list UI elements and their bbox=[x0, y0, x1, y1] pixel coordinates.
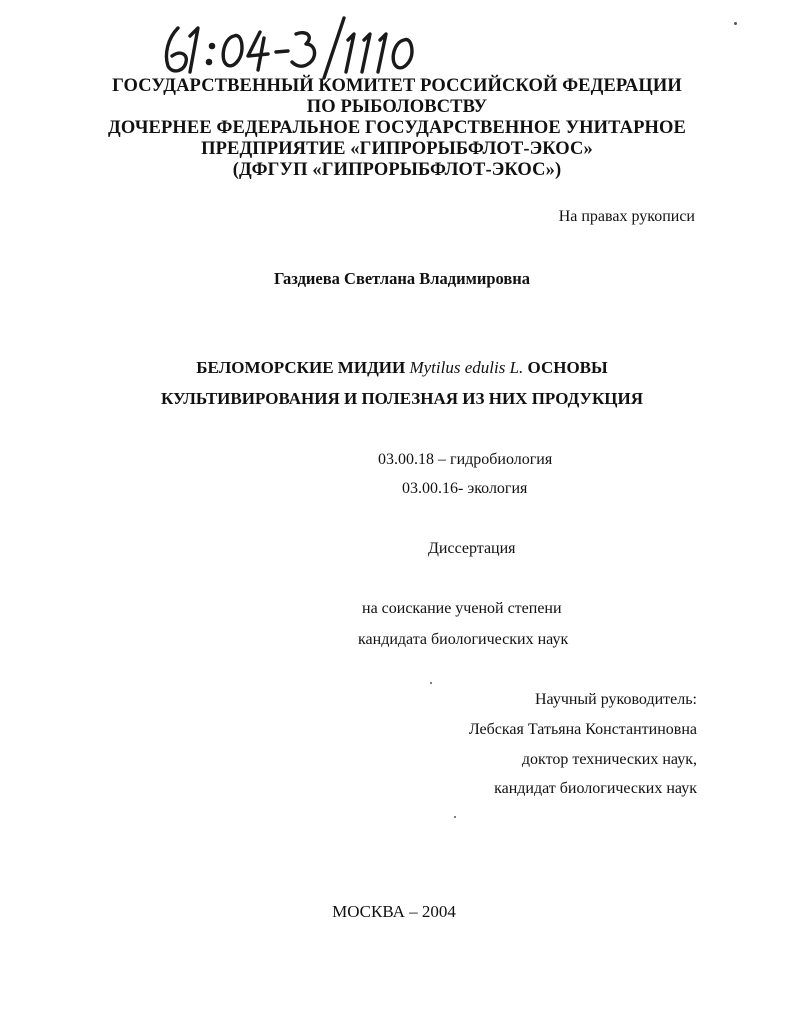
specialty-ecology: 03.00.16- экология bbox=[402, 480, 528, 497]
organization-line-3: ДОЧЕРНЕЕ ФЕДЕРАЛЬНОЕ ГОСУДАРСТВЕННОЕ УНИТАРНОЕ bbox=[108, 118, 686, 138]
title-latin-species: Mytilus edulis L. bbox=[409, 358, 524, 377]
supervisor-degree-2: кандидат биологических наук bbox=[494, 780, 697, 797]
dissertation-title-line-1 bbox=[0, 358, 794, 378]
title-line-1-end: ОСНОВЫ bbox=[523, 358, 608, 377]
organization-line-1: ГОСУДАРСТВЕННЫЙ КОМИТЕТ РОССИЙСКОЙ ФЕДЕРАЦИИ bbox=[112, 76, 682, 96]
document-type: Диссертация bbox=[428, 540, 516, 557]
organization-line-4: ПРЕДПРИЯТИЕ «ГИПРОРЫБФЛОТ-ЭКОС» bbox=[201, 139, 593, 159]
author-name: Газдиева Светлана Владимировна bbox=[273, 269, 531, 288]
scan-speck bbox=[454, 816, 456, 818]
organization-line-2: ПО РЫБОЛОВСТВУ bbox=[306, 97, 488, 117]
supervisor-label: Научный руководитель: bbox=[534, 691, 697, 708]
supervisor-name: Лебская Татьяна Константиновна bbox=[468, 721, 697, 738]
rights-note: На правах рукописи bbox=[558, 208, 695, 225]
organization-line-5: (ДФГУП «ГИПРОРЫБФЛОТ-ЭКОС») bbox=[232, 160, 562, 180]
degree-line-2: кандидата биологических наук bbox=[358, 631, 569, 648]
degree-line-1: на соискание ученой степени bbox=[362, 600, 562, 617]
city-year: МОСКВА – 2004 bbox=[332, 902, 456, 921]
specialty-hydrobiology: 03.00.18 – гидробиология bbox=[378, 451, 553, 468]
scan-speck bbox=[430, 682, 432, 684]
title-line-1-start: БЕЛОМОРСКИЕ МИДИИ bbox=[196, 358, 410, 377]
supervisor-degree-1: доктор технических наук, bbox=[521, 751, 697, 768]
handwritten-archive-number bbox=[160, 14, 460, 84]
dissertation-title-line-2: КУЛЬТИВИРОВАНИЯ И ПОЛЕЗНАЯ ИЗ НИХ ПРОДУКЦИЯ bbox=[160, 389, 644, 408]
scan-speck bbox=[734, 22, 737, 25]
